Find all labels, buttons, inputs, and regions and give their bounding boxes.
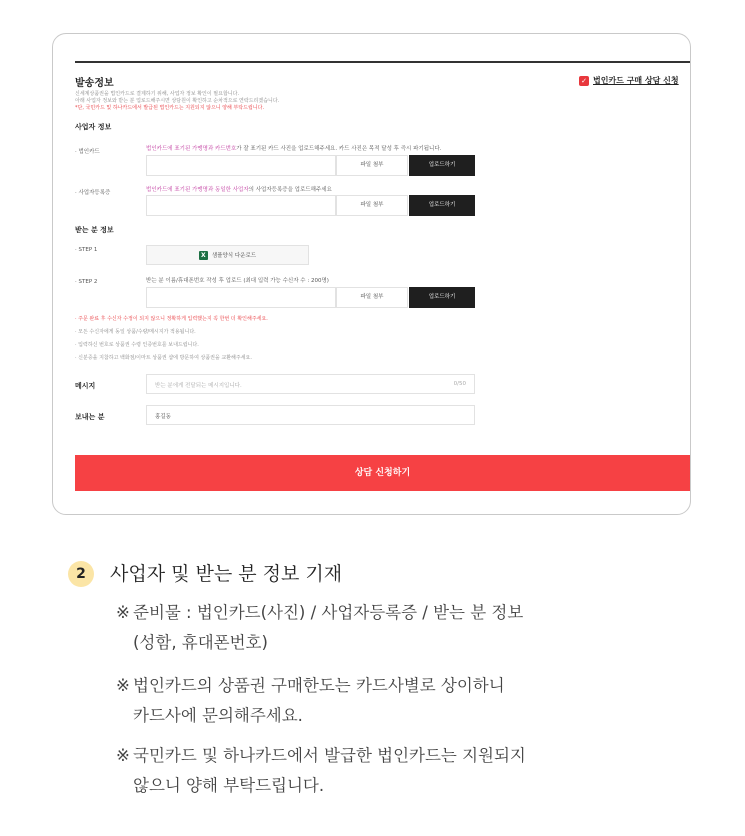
step-note-red: · 주문 완료 후 수신자 수정이 되지 않으니 정확하게 입력했는지 꼭 한번 더 확인해주세요.	[75, 316, 268, 322]
top-divider	[75, 61, 690, 63]
notice-line-2: 아래 사업자 정보와 받는 분 업로드해주시면 상담원이 확인하고 순차적으로 연락드리겠습니다.	[75, 98, 280, 104]
step1-label: · STEP 1	[75, 247, 98, 253]
biz-reg-file-input[interactable]	[146, 195, 336, 216]
message-label: 메시지	[75, 382, 96, 390]
guide-note-1-line2: (성함, 휴대폰번호)	[133, 633, 268, 652]
consult-label[interactable]: 법인카드 구매 상담 신청	[593, 76, 679, 85]
consult-submit-button[interactable]: 상담 신청하기	[75, 455, 690, 491]
recipient-attach-button[interactable]: 파일 첨부	[336, 287, 408, 308]
guide-note-2	[116, 671, 505, 731]
corp-card-attach-button[interactable]: 파일 첨부	[336, 155, 408, 176]
corp-card-hint-highlight: 법인카드에 표기된 가맹명과 카드번호	[146, 146, 237, 152]
corp-card-hint-rest: 가 잘 표기된 카드 사진을 업로드해주세요. 카드 사진은 목적 달성 후 즉시 파기됩니다.	[236, 146, 442, 152]
biz-reg-hint	[146, 185, 332, 193]
business-section-title: 사업자 정보	[75, 123, 112, 131]
note-mark: ※	[116, 603, 130, 622]
guide-note-1	[116, 598, 523, 658]
step2-hint: 받는 분 이름/휴대폰번호 작성 후 업로드 (최대 입력 가능 수신자 수 : 200명)	[146, 278, 329, 284]
step-note-1: · 모든 수신자에게 동일 상품/수량/메시지가 적용됩니다.	[75, 329, 196, 335]
message-counter: 0/50	[453, 381, 466, 387]
notice-red: *단, 국민카드 및 하나카드에서 발급된 법인카드는 지원되지 않으니 양해 부탁드립니다.	[75, 105, 265, 111]
notice-line-1: 신세계상품권을 법인카드로 결제하기 위해, 사업자 정보 확인이 필요합니다.	[75, 91, 240, 97]
form-title: 발송정보	[75, 78, 114, 89]
biz-reg-hint-highlight: 법인카드에 표기된 가맹명과 동일한 사업자	[146, 187, 249, 193]
recipient-file-input[interactable]	[146, 287, 336, 308]
consult-checkbox-group[interactable]	[579, 75, 679, 86]
sample-download-label: 샘플양식 다운로드	[211, 253, 257, 259]
biz-reg-upload-button[interactable]: 업로드하기	[409, 195, 475, 216]
biz-reg-hint-rest: 의 사업자등록증을 업로드해주세요	[248, 187, 332, 193]
step-number-badge: 2	[68, 561, 94, 587]
step-note-3: · 신분증을 지참하고 백화점/이마트 상품권 샵에 방문하여 상품권을 교환해주세요.	[75, 355, 252, 361]
guide-note-2-line1: 법인카드의 상품권 구매한도는 카드사별로 상이하니	[133, 676, 505, 695]
step-title: 사업자 및 받는 분 정보 기재	[110, 563, 343, 585]
corp-card-hint	[146, 144, 441, 152]
sender-input[interactable]: 홍길동	[146, 405, 475, 425]
corp-card-file-input[interactable]	[146, 155, 336, 176]
sender-label: 보내는 분	[75, 413, 105, 421]
excel-icon: X	[199, 251, 208, 260]
guide-note-3-line2: 않으니 양해 부탁드립니다.	[133, 776, 325, 795]
guide-note-3-line1: 국민카드 및 하나카드에서 발급한 법인카드는 지원되지	[133, 746, 526, 765]
biz-reg-attach-button[interactable]: 파일 첨부	[336, 195, 408, 216]
step-note-2: · 입력하신 번호로 상품권 수령 인증번호를 보내드립니다.	[75, 342, 199, 348]
corp-card-upload-button[interactable]: 업로드하기	[409, 155, 475, 176]
note-mark: ※	[116, 746, 130, 765]
guide-note-2-line2: 카드사에 문의해주세요.	[133, 706, 303, 725]
step2-label: · STEP 2	[75, 279, 98, 285]
note-mark: ※	[116, 676, 130, 695]
corp-card-label: · 법인카드	[75, 149, 100, 155]
biz-reg-label: · 사업자등록증	[75, 190, 111, 196]
guide-note-1-line1: 준비물 : 법인카드(사진) / 사업자등록증 / 받는 분 정보	[133, 603, 524, 622]
message-input[interactable]	[146, 374, 475, 394]
recipient-section-title: 받는 분 정보	[75, 226, 114, 234]
checkbox-checked-icon[interactable]: ✓	[579, 76, 589, 86]
message-placeholder: 받는 분에게 전달되는 메시지입니다.	[155, 383, 242, 389]
sample-download-button[interactable]	[146, 245, 309, 265]
guide-note-3	[116, 741, 526, 801]
form-screenshot-frame	[52, 33, 691, 515]
recipient-upload-button[interactable]: 업로드하기	[409, 287, 475, 308]
